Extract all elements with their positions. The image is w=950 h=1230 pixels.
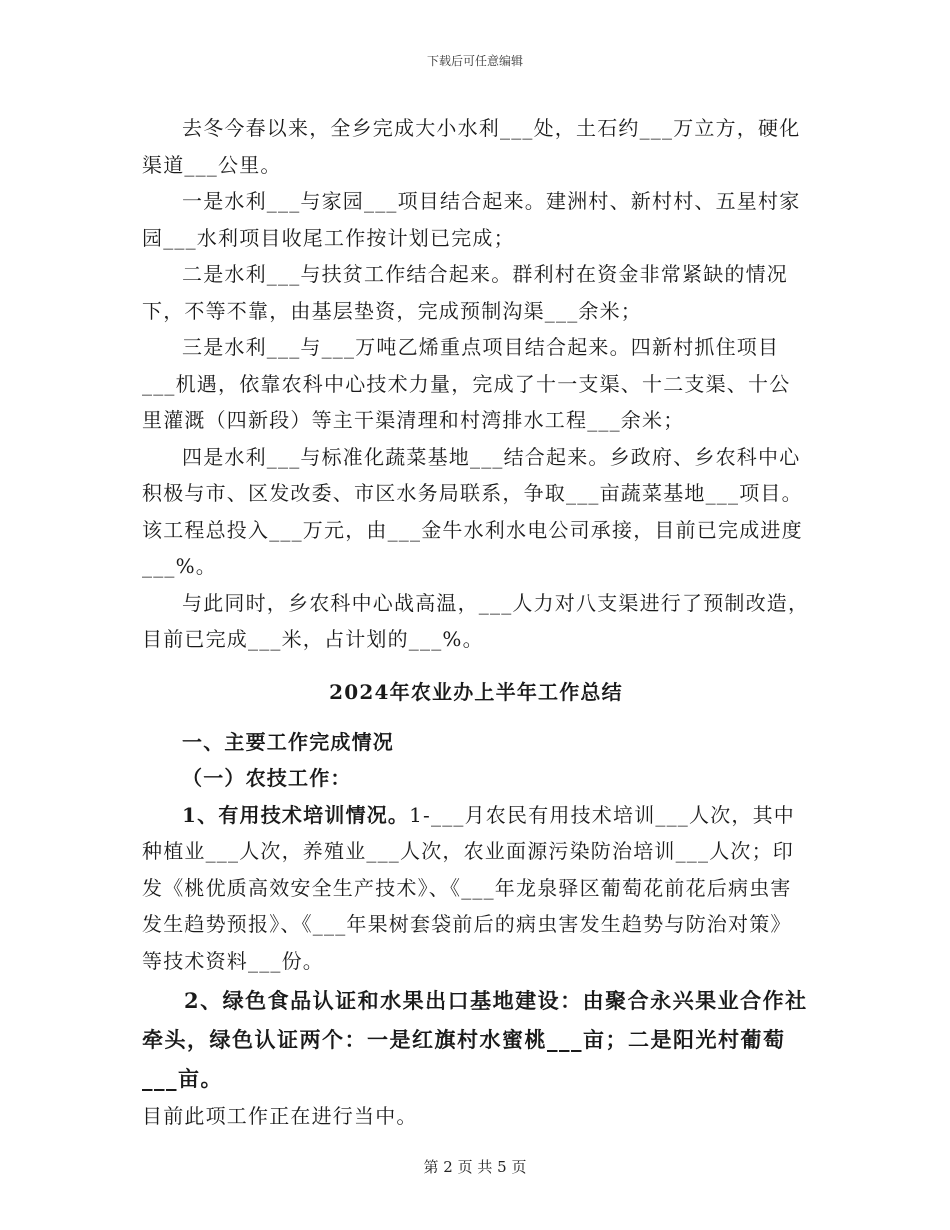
subsection-heading: （一）农技工作： [182,766,352,790]
paragraph-point-one: 一是水利___与家园___项目结合起来。建洲村、新村村、五星村家园___水利项目收尾工作按计划已完成； [142,189,801,250]
item-green-certification-tail: 目前此项工作正在进行当中。 [142,1104,418,1128]
item-green-certification: 2、绿色食品认证和水果出口基地建设：由聚合永兴果业合作社牵头，绿色认证两个：一是红旗村水蜜桃___亩；二是阳光村葡萄___亩。 [142,988,808,1091]
page-header: 下载后可任意编辑 [426,54,523,68]
paragraph-point-two: 二是水利___与扶贫工作结合起来。群利村在资金非常紧缺的情况下，不等不靠，由基层垫资，完成预制沟渠___余米； [142,262,788,323]
paragraph-meanwhile: 与此同时，乡农科中心战高温，___人力对八支渠进行了预制改造，目前已完成___米，占计划的___%。 [142,590,810,651]
document-title: 2024年农业办上半年工作总结 [329,679,623,704]
item-training-body: 1-___月农民有用技术培训___人次，其中种植业___人次，养殖业___人次，农业面源污染防治培训___人次；印发《桃优质高效安全生产技术》、《___年龙泉驿区葡萄花前花后病虫害发生趋势预报》、《___年果树套袋前后的病虫害发生趋势与防治对策》等技术资料___份。 [142,802,796,973]
item-training-lead: 1、有用技术培训情况。 [182,802,410,827]
document-body [142,110,810,1135]
item-training [142,797,810,980]
paragraph-water-summary: 去冬今春以来，全乡完成大小水利___处，土石约___万立方，硬化渠道___公里。 [142,116,801,177]
page-footer: 第 2 页 共 5 页 [423,1158,527,1176]
section-heading: 一、主要工作完成情况 [182,729,394,754]
paragraph-point-four: 四是水利___与标准化蔬菜基地___结合起来。乡政府、乡农科中心积极与市、区发改委、市区水务局联系，争取___亩蔬菜基地___项目。该工程总投入___万元，由___金牛水利水电公司承接，目前已完成进度___%。 [142,444,803,578]
paragraph-point-three: 三是水利___与___万吨乙烯重点项目结合起来。四新村抓住项目___机遇，依靠农科中心技术力量，完成了十一支渠、十二支渠、十公里灌溉（四新段）等主干渠清理和村湾排水工程___余米； [142,335,791,432]
